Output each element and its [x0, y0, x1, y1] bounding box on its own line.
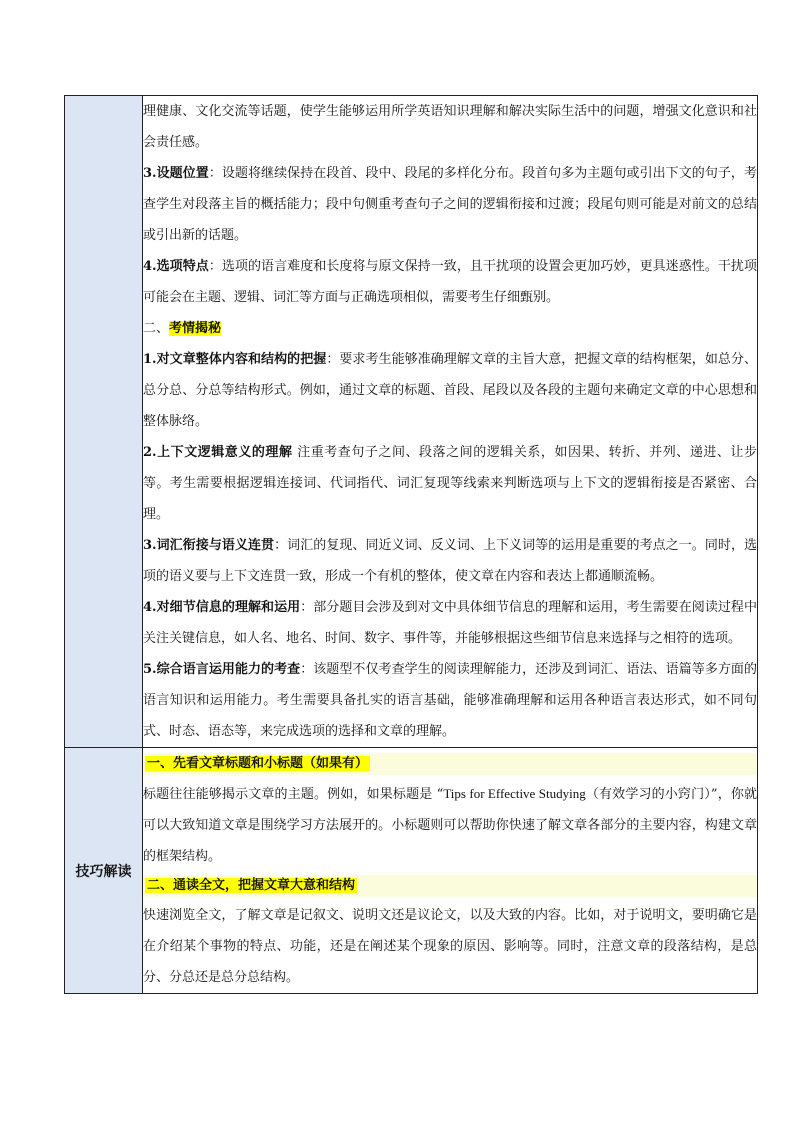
point-4-label: 4.对细节信息的理解和运用 — [143, 600, 301, 615]
item-3-text: ：设题将继续保持在段首、段中、段尾的多样化分布。段首句多为主题句或引出下文的句子，考查学生对段落主旨的概括能力；段中句侧重考查句子之间的逻辑衔接和过渡；段尾句则可能是对前文的总结或引出新的话题。 — [143, 166, 757, 243]
item-3-label: 3.设题位置 — [143, 166, 209, 181]
point-5-paragraph — [143, 654, 757, 747]
table-row — [65, 96, 758, 748]
item-4-text: ：选项的语言难度和长度将与原文保持一致，且干扰项的设置会更加巧妙，更具迷惑性。干扰项可能会在主题、逻辑、词汇等方面与正确选项相似，需要考生仔细甄别。 — [143, 259, 757, 305]
point-3-label: 3.词汇衔接与语义连贯 — [143, 538, 275, 553]
point-2-text: 注重考查句子之间、段落之间的逻辑关系，如因果、转折、并列、递进、让步等。考生需要根据逻辑连接词、代词指代、词汇复现等线索来判断选项与上下文的逻辑衔接是否紧密、合理。 — [143, 445, 757, 522]
tip-1-heading: 一、先看文章标题和小标题（如果有） — [147, 756, 369, 771]
point-2-label: 2.上下文逻辑意义的理解 — [143, 445, 293, 460]
content-table — [64, 95, 758, 994]
point-4-paragraph — [143, 592, 757, 654]
point-4-text: ：部分题目会涉及到对文中具体细节信息的理解和运用，考生需要在阅读过程中关注关键信息，如人名、地名、时间、数字、事件等，并能够根据这些细节信息来选择与之相符的选项。 — [143, 600, 757, 646]
item-4-label: 4.选项特点 — [143, 259, 209, 274]
tip-1-paragraph — [143, 778, 757, 872]
tip-2-heading: 二、通读全文，把握文章大意和结构 — [147, 878, 356, 893]
heading-prefix: 二、 — [143, 321, 170, 336]
point-2-paragraph — [143, 437, 757, 530]
content-cell-exam-analysis — [143, 96, 758, 748]
content-cell-techniques — [143, 748, 758, 994]
tip-2-heading-bar — [143, 875, 757, 897]
intro-paragraph: 理健康、文化交流等话题，使学生能够运用所学英语知识理解和解决实际生活中的问题，增强文化意识和社会责任感。 — [143, 104, 757, 150]
point-1-paragraph — [143, 344, 757, 437]
point-5-text: ：该题型不仅考查学生的阅读理解能力，还涉及到词汇、语法、语篇等多方面的语言知识和运用能力。考生需要具备扎实的语言基础，能够准确理解和运用各种语言表达形式，如不同句式、时态、语态等，来完成选项的选择和文章的理解。 — [143, 662, 757, 739]
tip-1-text-b: （有效学习的小窍门）”，你就可以大致知道文章是围绕学习方法展开的。小标题则可以帮助你快速了解文章各部分的主要内容，构建文章的框架结构。 — [143, 787, 757, 864]
table-row — [65, 748, 758, 994]
side-cell-blank — [65, 96, 143, 748]
tip-1-text-a: 标题往往能够揭示文章的主题。例如，如果标题是 “ — [143, 787, 444, 802]
tip-1-english-title: Tips for Effective Studying — [443, 786, 586, 801]
point-3-paragraph — [143, 530, 757, 592]
heading-label: 考情揭秘 — [169, 321, 222, 336]
item-4-paragraph — [143, 251, 757, 313]
point-1-text: ：要求考生能够准确理解文章的主旨大意，把握文章的结构框架，如总分、总分总、分总等结构形式。例如，通过文章的标题、首段、尾段以及各段的主题句来确定文章的中心思想和整体脉络。 — [143, 352, 757, 429]
point-3-text: ：词汇的复现、同近义词、反义词、上下义词等的运用是重要的考点之一。同时，选项的语义要与上下文连贯一致，形成一个有机的整体，使文章在内容和表达上都通顺流畅。 — [143, 538, 757, 584]
tip-1-heading-bar — [143, 753, 757, 775]
side-label-techniques: 技巧解读 — [65, 748, 143, 994]
tip-2-paragraph: 快速浏览全文，了解文章是记叙文、说明文还是议论文，以及大致的内容。比如，对于说明文，要明确它是在介绍某个事物的特点、功能，还是在阐述某个现象的原因、影响等。同时，注意文章的段落结构，是总分、分总还是总分总结构。 — [143, 908, 757, 985]
section-heading — [143, 313, 757, 344]
point-5-label: 5.综合语言运用能力的考查 — [143, 662, 301, 677]
point-1-label: 1.对文章整体内容和结构的把握 — [143, 352, 327, 367]
item-3-paragraph — [143, 158, 757, 251]
